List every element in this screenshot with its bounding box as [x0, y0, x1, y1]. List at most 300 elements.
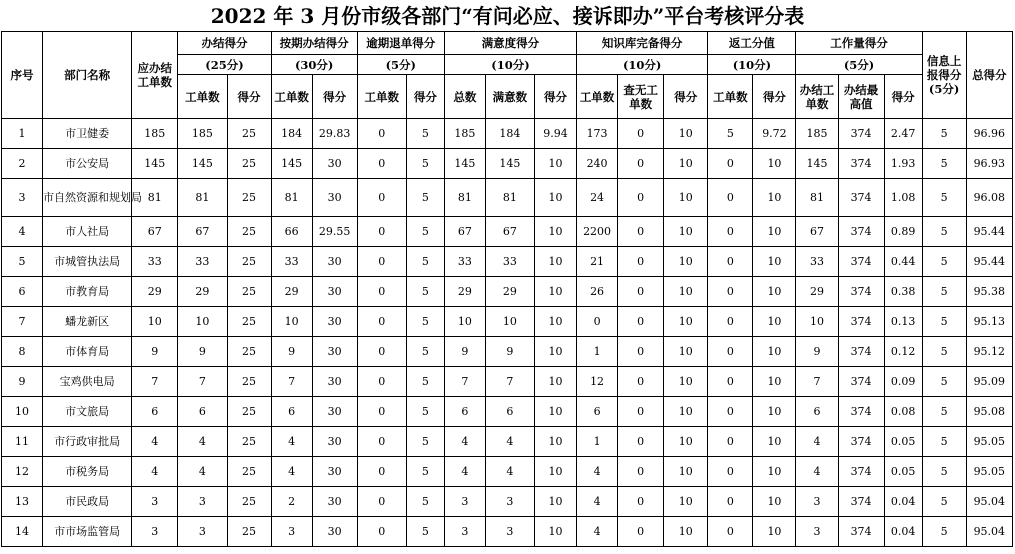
cell-rework-count: 0 — [708, 517, 753, 547]
cell-info-score: 5 — [922, 397, 966, 427]
cell-rework-count: 0 — [708, 487, 753, 517]
cell-dept-name: 宝鸡供电局 — [43, 367, 132, 397]
cell-knowledge-score: 10 — [664, 119, 708, 149]
cell-ontime-count: 9 — [271, 337, 312, 367]
cell-ontime-score: 30 — [312, 149, 357, 179]
cell-info-score: 5 — [922, 119, 966, 149]
cell-overdue-score: 5 — [406, 179, 444, 217]
cell-satisfaction-count: 3 — [485, 487, 534, 517]
cell-info-score: 5 — [922, 427, 966, 457]
cell-workload-score: 0.04 — [884, 487, 922, 517]
cell-workload-score: 1.93 — [884, 149, 922, 179]
cell-workload-score: 0.13 — [884, 307, 922, 337]
cell-workload-max: 374 — [838, 367, 884, 397]
cell-seq: 11 — [2, 427, 43, 457]
cell-satisfaction-count: 6 — [485, 397, 534, 427]
cell-satisfaction-score: 10 — [535, 457, 577, 487]
cell-due-count: 3 — [132, 487, 178, 517]
cell-ontime-count: 10 — [271, 307, 312, 337]
cell-satisfaction-score: 10 — [535, 427, 577, 457]
cell-overdue-score: 5 — [406, 457, 444, 487]
cell-overdue-score: 5 — [406, 119, 444, 149]
cell-knowledge-count: 240 — [577, 149, 618, 179]
cell-done-count: 81 — [178, 179, 227, 217]
cell-done-count: 6 — [178, 397, 227, 427]
cell-overdue-count: 0 — [357, 149, 406, 179]
cell-satisfaction-total: 185 — [444, 119, 485, 149]
cell-knowledge-none: 0 — [618, 457, 664, 487]
cell-knowledge-none: 0 — [618, 517, 664, 547]
header-done-count: 工单数 — [178, 75, 227, 119]
cell-due-count: 4 — [132, 457, 178, 487]
header-overdue-count: 工单数 — [357, 75, 406, 119]
cell-total-score: 95.05 — [966, 457, 1012, 487]
cell-seq: 8 — [2, 337, 43, 367]
cell-satisfaction-count: 145 — [485, 149, 534, 179]
header-satisfaction-count: 满意数 — [485, 75, 534, 119]
cell-satisfaction-score: 10 — [535, 487, 577, 517]
cell-workload-score: 0.05 — [884, 457, 922, 487]
cell-seq: 14 — [2, 517, 43, 547]
table-row — [2, 517, 1013, 547]
cell-overdue-score: 5 — [406, 277, 444, 307]
cell-rework-score: 10 — [753, 149, 796, 179]
cell-overdue-score: 5 — [406, 427, 444, 457]
cell-knowledge-score: 10 — [664, 277, 708, 307]
cell-workload-max: 374 — [838, 307, 884, 337]
cell-knowledge-none: 0 — [618, 119, 664, 149]
cell-info-score: 5 — [922, 149, 966, 179]
cell-knowledge-score: 10 — [664, 487, 708, 517]
cell-total-score: 96.08 — [966, 179, 1012, 217]
cell-workload-max: 374 — [838, 277, 884, 307]
header-group-workload: 工作量得分 — [796, 32, 922, 55]
cell-ontime-count: 4 — [271, 427, 312, 457]
cell-seq: 2 — [2, 149, 43, 179]
cell-workload-max: 374 — [838, 247, 884, 277]
cell-done-count: 4 — [178, 457, 227, 487]
cell-dept-name: 市行政审批局 — [43, 427, 132, 457]
table-row — [2, 119, 1013, 149]
cell-rework-score: 10 — [753, 277, 796, 307]
cell-satisfaction-count: 184 — [485, 119, 534, 149]
header-workload-score: 得分 — [884, 75, 922, 119]
cell-rework-count: 0 — [708, 247, 753, 277]
cell-done-count: 145 — [178, 149, 227, 179]
cell-workload-max: 374 — [838, 149, 884, 179]
cell-overdue-count: 0 — [357, 119, 406, 149]
cell-knowledge-count: 4 — [577, 487, 618, 517]
cell-workload-count: 4 — [796, 427, 838, 457]
cell-ontime-score: 30 — [312, 179, 357, 217]
cell-satisfaction-count: 81 — [485, 179, 534, 217]
cell-ontime-score: 30 — [312, 367, 357, 397]
cell-knowledge-score: 10 — [664, 457, 708, 487]
cell-knowledge-score: 10 — [664, 247, 708, 277]
cell-done-count: 10 — [178, 307, 227, 337]
cell-knowledge-score: 10 — [664, 217, 708, 247]
cell-workload-count: 6 — [796, 397, 838, 427]
cell-knowledge-score: 10 — [664, 427, 708, 457]
cell-ontime-count: 184 — [271, 119, 312, 149]
cell-overdue-score: 5 — [406, 337, 444, 367]
cell-done-count: 29 — [178, 277, 227, 307]
cell-workload-score: 0.05 — [884, 427, 922, 457]
table-row — [2, 217, 1013, 247]
table-row — [2, 427, 1013, 457]
cell-info-score: 5 — [922, 307, 966, 337]
header-points-workload: (5分) — [796, 55, 922, 75]
cell-satisfaction-count: 3 — [485, 517, 534, 547]
table-row — [2, 277, 1013, 307]
cell-seq: 1 — [2, 119, 43, 149]
cell-ontime-score: 29.55 — [312, 217, 357, 247]
cell-done-score: 25 — [227, 457, 271, 487]
cell-due-count: 33 — [132, 247, 178, 277]
cell-rework-count: 0 — [708, 307, 753, 337]
cell-satisfaction-count: 7 — [485, 367, 534, 397]
cell-overdue-score: 5 — [406, 517, 444, 547]
header-points-done: (25分) — [178, 55, 271, 75]
cell-satisfaction-total: 4 — [444, 457, 485, 487]
cell-done-score: 25 — [227, 307, 271, 337]
cell-overdue-count: 0 — [357, 517, 406, 547]
cell-rework-count: 0 — [708, 277, 753, 307]
cell-knowledge-count: 173 — [577, 119, 618, 149]
cell-done-count: 7 — [178, 367, 227, 397]
header-group-rework: 返工分值 — [708, 32, 796, 55]
cell-ontime-count: 2 — [271, 487, 312, 517]
cell-satisfaction-total: 4 — [444, 427, 485, 457]
cell-satisfaction-count: 29 — [485, 277, 534, 307]
cell-knowledge-count: 0 — [577, 307, 618, 337]
cell-done-score: 25 — [227, 427, 271, 457]
cell-dept-name: 市自然资源和规划局 — [43, 179, 132, 217]
cell-rework-score: 10 — [753, 427, 796, 457]
cell-knowledge-score: 10 — [664, 367, 708, 397]
cell-knowledge-none: 0 — [618, 277, 664, 307]
header-done-score: 得分 — [227, 75, 271, 119]
cell-dept-name: 市民政局 — [43, 487, 132, 517]
cell-workload-count: 7 — [796, 367, 838, 397]
cell-ontime-score: 30 — [312, 517, 357, 547]
cell-ontime-count: 3 — [271, 517, 312, 547]
cell-satisfaction-count: 4 — [485, 457, 534, 487]
cell-total-score: 95.38 — [966, 277, 1012, 307]
cell-overdue-count: 0 — [357, 487, 406, 517]
header-knowledge-none: 查无工单数 — [618, 75, 664, 119]
cell-satisfaction-total: 145 — [444, 149, 485, 179]
cell-overdue-score: 5 — [406, 247, 444, 277]
cell-knowledge-count: 12 — [577, 367, 618, 397]
header-points-knowledge: (10分) — [577, 55, 708, 75]
cell-dept-name: 市市场监管局 — [43, 517, 132, 547]
cell-workload-score: 0.89 — [884, 217, 922, 247]
cell-seq: 10 — [2, 397, 43, 427]
cell-done-score: 25 — [227, 217, 271, 247]
cell-seq: 3 — [2, 179, 43, 217]
cell-satisfaction-score: 10 — [535, 307, 577, 337]
cell-knowledge-none: 0 — [618, 337, 664, 367]
cell-ontime-score: 30 — [312, 247, 357, 277]
cell-dept-name: 市人社局 — [43, 217, 132, 247]
cell-satisfaction-total: 10 — [444, 307, 485, 337]
cell-due-count: 9 — [132, 337, 178, 367]
cell-done-score: 25 — [227, 179, 271, 217]
header-group-ontime: 按期办结得分 — [271, 32, 357, 55]
cell-ontime-score: 30 — [312, 307, 357, 337]
table-row — [2, 337, 1013, 367]
cell-due-count: 81 — [132, 179, 178, 217]
cell-overdue-count: 0 — [357, 397, 406, 427]
cell-rework-score: 10 — [753, 457, 796, 487]
cell-satisfaction-score: 10 — [535, 179, 577, 217]
cell-satisfaction-score: 10 — [535, 217, 577, 247]
cell-workload-max: 374 — [838, 179, 884, 217]
cell-satisfaction-score: 10 — [535, 277, 577, 307]
cell-overdue-score: 5 — [406, 367, 444, 397]
cell-satisfaction-total: 7 — [444, 367, 485, 397]
cell-info-score: 5 — [922, 247, 966, 277]
cell-rework-count: 0 — [708, 149, 753, 179]
header-ontime-score: 得分 — [312, 75, 357, 119]
cell-workload-count: 10 — [796, 307, 838, 337]
cell-due-count: 4 — [132, 427, 178, 457]
cell-total-score: 95.04 — [966, 517, 1012, 547]
header-dept: 部门名称 — [43, 32, 132, 119]
cell-ontime-count: 81 — [271, 179, 312, 217]
cell-workload-max: 374 — [838, 427, 884, 457]
cell-info-score: 5 — [922, 217, 966, 247]
cell-overdue-count: 0 — [357, 179, 406, 217]
cell-knowledge-score: 10 — [664, 179, 708, 217]
cell-workload-max: 374 — [838, 457, 884, 487]
table-row — [2, 179, 1013, 217]
cell-knowledge-count: 21 — [577, 247, 618, 277]
cell-seq: 13 — [2, 487, 43, 517]
header-group-overdue: 逾期退单得分 — [357, 32, 444, 55]
cell-satisfaction-score: 10 — [535, 397, 577, 427]
cell-done-score: 25 — [227, 337, 271, 367]
cell-done-count: 3 — [178, 487, 227, 517]
cell-seq: 4 — [2, 217, 43, 247]
header-row-groups — [2, 32, 1013, 55]
cell-due-count: 67 — [132, 217, 178, 247]
score-table — [1, 31, 1013, 547]
cell-workload-score: 0.08 — [884, 397, 922, 427]
cell-ontime-count: 6 — [271, 397, 312, 427]
cell-workload-count: 185 — [796, 119, 838, 149]
cell-knowledge-count: 2200 — [577, 217, 618, 247]
cell-workload-score: 0.09 — [884, 367, 922, 397]
cell-total-score: 96.93 — [966, 149, 1012, 179]
header-knowledge-count: 工单数 — [577, 75, 618, 119]
cell-workload-count: 9 — [796, 337, 838, 367]
cell-knowledge-count: 26 — [577, 277, 618, 307]
cell-satisfaction-total: 33 — [444, 247, 485, 277]
cell-satisfaction-total: 81 — [444, 179, 485, 217]
cell-knowledge-score: 10 — [664, 337, 708, 367]
cell-rework-count: 5 — [708, 119, 753, 149]
cell-satisfaction-score: 10 — [535, 367, 577, 397]
cell-overdue-score: 5 — [406, 307, 444, 337]
cell-info-score: 5 — [922, 277, 966, 307]
cell-done-score: 25 — [227, 397, 271, 427]
cell-overdue-score: 5 — [406, 149, 444, 179]
cell-total-score: 95.44 — [966, 247, 1012, 277]
header-ontime-count: 工单数 — [271, 75, 312, 119]
cell-workload-score: 2.47 — [884, 119, 922, 149]
cell-ontime-count: 33 — [271, 247, 312, 277]
cell-ontime-score: 30 — [312, 277, 357, 307]
cell-overdue-score: 5 — [406, 217, 444, 247]
cell-workload-score: 1.08 — [884, 179, 922, 217]
cell-due-count: 6 — [132, 397, 178, 427]
cell-due-count: 3 — [132, 517, 178, 547]
cell-ontime-count: 4 — [271, 457, 312, 487]
cell-rework-count: 0 — [708, 367, 753, 397]
cell-done-score: 25 — [227, 247, 271, 277]
cell-ontime-score: 29.83 — [312, 119, 357, 149]
cell-seq: 6 — [2, 277, 43, 307]
cell-knowledge-score: 10 — [664, 149, 708, 179]
cell-dept-name: 市教育局 — [43, 277, 132, 307]
cell-knowledge-score: 10 — [664, 397, 708, 427]
cell-done-score: 25 — [227, 367, 271, 397]
cell-ontime-score: 30 — [312, 457, 357, 487]
cell-total-score: 95.12 — [966, 337, 1012, 367]
cell-knowledge-count: 1 — [577, 427, 618, 457]
cell-rework-count: 0 — [708, 337, 753, 367]
cell-done-score: 25 — [227, 487, 271, 517]
cell-knowledge-none: 0 — [618, 217, 664, 247]
cell-workload-score: 0.44 — [884, 247, 922, 277]
cell-knowledge-none: 0 — [618, 367, 664, 397]
cell-rework-score: 10 — [753, 179, 796, 217]
cell-seq: 7 — [2, 307, 43, 337]
cell-info-score: 5 — [922, 367, 966, 397]
cell-done-count: 185 — [178, 119, 227, 149]
header-seq: 序号 — [2, 32, 43, 119]
header-group-knowledge: 知识库完备得分 — [577, 32, 708, 55]
cell-seq: 5 — [2, 247, 43, 277]
cell-dept-name: 蟠龙新区 — [43, 307, 132, 337]
header-knowledge-score: 得分 — [664, 75, 708, 119]
header-points-rework: (10分) — [708, 55, 796, 75]
cell-total-score: 95.13 — [966, 307, 1012, 337]
cell-rework-count: 0 — [708, 217, 753, 247]
page-title: 2022 年 3 月份市级各部门“有问必应、接诉即办”平台考核评分表 — [210, 4, 805, 28]
cell-dept-name: 市文旅局 — [43, 397, 132, 427]
cell-overdue-count: 0 — [357, 337, 406, 367]
cell-workload-count: 145 — [796, 149, 838, 179]
cell-rework-score: 10 — [753, 517, 796, 547]
cell-total-score: 95.44 — [966, 217, 1012, 247]
cell-knowledge-none: 0 — [618, 149, 664, 179]
cell-ontime-count: 7 — [271, 367, 312, 397]
cell-knowledge-none: 0 — [618, 487, 664, 517]
cell-due-count: 7 — [132, 367, 178, 397]
cell-workload-max: 374 — [838, 397, 884, 427]
cell-dept-name: 市体育局 — [43, 337, 132, 367]
cell-ontime-score: 30 — [312, 427, 357, 457]
header-overdue-score: 得分 — [406, 75, 444, 119]
cell-done-score: 25 — [227, 277, 271, 307]
cell-rework-count: 0 — [708, 179, 753, 217]
cell-knowledge-count: 4 — [577, 517, 618, 547]
table-row — [2, 487, 1013, 517]
cell-dept-name: 市卫健委 — [43, 119, 132, 149]
cell-workload-score: 0.12 — [884, 337, 922, 367]
cell-overdue-score: 5 — [406, 487, 444, 517]
cell-due-count: 29 — [132, 277, 178, 307]
cell-total-score: 95.08 — [966, 397, 1012, 427]
cell-overdue-count: 0 — [357, 367, 406, 397]
cell-knowledge-none: 0 — [618, 179, 664, 217]
cell-seq: 9 — [2, 367, 43, 397]
cell-knowledge-none: 0 — [618, 307, 664, 337]
cell-satisfaction-score: 9.94 — [535, 119, 577, 149]
cell-rework-count: 0 — [708, 427, 753, 457]
table-row — [2, 367, 1013, 397]
table-body — [2, 119, 1013, 547]
header-satisfaction-score: 得分 — [535, 75, 577, 119]
cell-satisfaction-count: 10 — [485, 307, 534, 337]
cell-knowledge-count: 4 — [577, 457, 618, 487]
cell-satisfaction-score: 10 — [535, 247, 577, 277]
cell-done-count: 67 — [178, 217, 227, 247]
cell-dept-name: 市城管执法局 — [43, 247, 132, 277]
cell-workload-score: 0.04 — [884, 517, 922, 547]
cell-due-count: 145 — [132, 149, 178, 179]
cell-due-count: 10 — [132, 307, 178, 337]
cell-satisfaction-total: 29 — [444, 277, 485, 307]
cell-workload-max: 374 — [838, 337, 884, 367]
header-group-satisfaction: 满意度得分 — [444, 32, 576, 55]
header-info: 信息上报得分(5分) — [922, 32, 966, 119]
cell-satisfaction-total: 67 — [444, 217, 485, 247]
cell-knowledge-score: 10 — [664, 307, 708, 337]
cell-workload-count: 3 — [796, 517, 838, 547]
header-group-done: 办结得分 — [178, 32, 271, 55]
cell-workload-count: 67 — [796, 217, 838, 247]
cell-rework-score: 10 — [753, 307, 796, 337]
cell-workload-count: 29 — [796, 277, 838, 307]
cell-overdue-count: 0 — [357, 307, 406, 337]
cell-done-count: 3 — [178, 517, 227, 547]
cell-workload-max: 374 — [838, 517, 884, 547]
cell-info-score: 5 — [922, 337, 966, 367]
cell-satisfaction-score: 10 — [535, 517, 577, 547]
cell-rework-score: 10 — [753, 247, 796, 277]
cell-satisfaction-count: 67 — [485, 217, 534, 247]
cell-ontime-score: 30 — [312, 337, 357, 367]
cell-overdue-count: 0 — [357, 247, 406, 277]
cell-total-score: 95.04 — [966, 487, 1012, 517]
cell-rework-score: 10 — [753, 487, 796, 517]
header-points-satisfaction: (10分) — [444, 55, 576, 75]
cell-ontime-score: 30 — [312, 487, 357, 517]
cell-satisfaction-total: 9 — [444, 337, 485, 367]
cell-workload-score: 0.38 — [884, 277, 922, 307]
cell-total-score: 96.96 — [966, 119, 1012, 149]
cell-satisfaction-count: 33 — [485, 247, 534, 277]
cell-dept-name: 市公安局 — [43, 149, 132, 179]
cell-workload-count: 33 — [796, 247, 838, 277]
header-due: 应办结工单数 — [132, 32, 178, 119]
cell-knowledge-none: 0 — [618, 247, 664, 277]
header-satisfaction-total: 总数 — [444, 75, 485, 119]
